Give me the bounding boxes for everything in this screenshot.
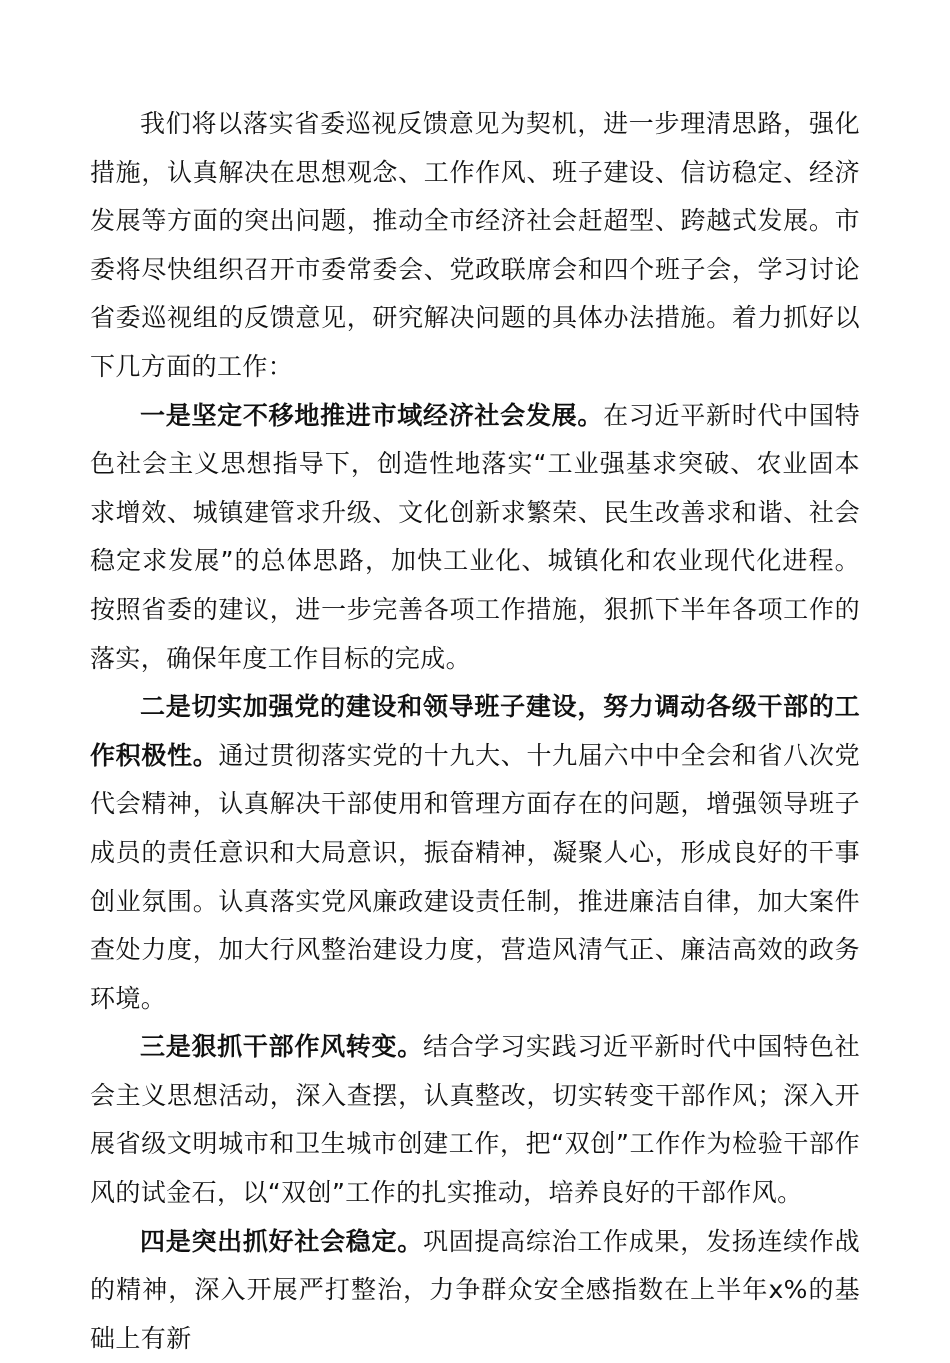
paragraph-lead: 三是狠抓干部作风转变。 bbox=[140, 1032, 423, 1062]
paragraph-point-2 bbox=[90, 683, 860, 1023]
paragraph-intro bbox=[90, 100, 860, 392]
paragraph-text: 结合学习实践习近平新时代中国特色社会主义思想活动，深入查摆，认真整改，切实转变干部作风；深入开展省级文明城市和卫生城市创建工作，把“双创”工作作为检验干部作风的试金石，以“双创”工作的扎实推动，培养良好的干部作风。 bbox=[90, 1032, 860, 1208]
paragraph-text: 通过贯彻落实党的十九大、十九届六中中全会和省八次党代会精神，认真解决干部使用和管理方面存在的问题，增强领导班子成员的责任意识和大局意识，振奋精神，凝聚人心，形成良好的干事创业氛围。认真落实党风廉政建设责任制，推进廉洁自律，加大案件查处力度，加大行风整治建设力度，营造风清气正、廉洁高效的政务环境。 bbox=[90, 740, 860, 1013]
paragraph-text: 我们将以落实省委巡视反馈意见为契机，进一步理清思路，强化措施，认真解决在思想观念、工作作风、班子建设、信访稳定、经济发展等方面的突出问题，推动全市经济社会赶超型、跨越式发展。市委将尽快组织召开市委常委会、党政联席会和四个班子会，学习讨论省委巡视组的反馈意见，研究解决问题的具体办法措施。着力抓好以下几方面的工作： bbox=[90, 109, 860, 381]
document-body bbox=[90, 100, 860, 1363]
paragraph-point-3 bbox=[90, 1023, 860, 1217]
paragraph-text: 在习近平新时代中国特色社会主义思想指导下，创造性地落实“工业强基求突破、农业固本求增效、城镇建管求升级、文化创新求繁荣、民生改善求和谐、社会稳定求发展”的总体思路，加快工业化、城镇化和农业现代化进程。按照省委的建议，进一步完善各项工作措施，狠抓下半年各项工作的落实，确保年度工作目标的完成。 bbox=[90, 400, 860, 673]
paragraph-text: 巩固提高综治工作成果，发扬连续作战的精神，深入开展严打整治，力争群众安全感指数在上半年x%的基础上有新 bbox=[90, 1226, 860, 1353]
paragraph-lead: 一是坚定不移地推进市域经济社会发展。 bbox=[140, 400, 604, 430]
paragraph-lead: 二是切实加强党的建设和领导班子建设，努力调动各级干部的工作积极性。 bbox=[90, 692, 860, 770]
paragraph-point-1 bbox=[90, 392, 860, 684]
paragraph-lead: 四是突出抓好社会稳定。 bbox=[140, 1226, 423, 1256]
paragraph-point-4 bbox=[90, 1218, 860, 1363]
